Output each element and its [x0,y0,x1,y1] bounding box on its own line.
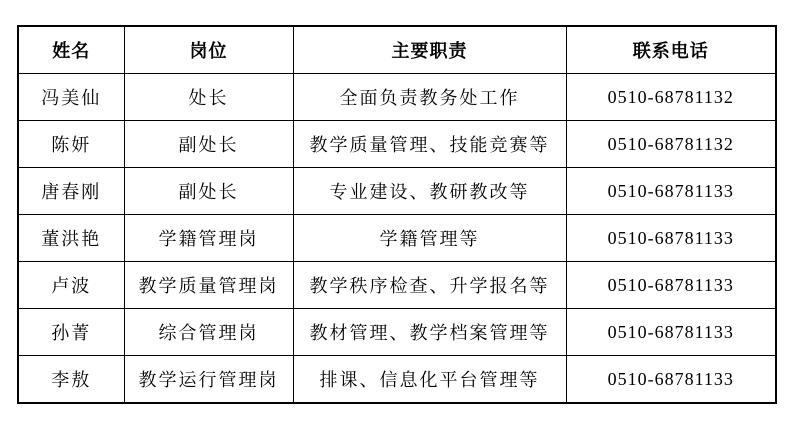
duties-cell: 教学秩序检查、升学报名等 [293,262,566,309]
duties-cell: 教学质量管理、技能竞赛等 [293,121,566,168]
position-cell: 学籍管理岗 [124,215,293,262]
name-cell: 孙菁 [18,309,124,356]
phone-cell: 0510-68781133 [566,215,776,262]
phone-cell: 0510-68781132 [566,74,776,121]
duties-cell: 排课、信息化平台管理等 [293,356,566,404]
position-cell: 教学质量管理岗 [124,262,293,309]
table-row [18,309,776,356]
name-cell: 李敖 [18,356,124,404]
name-cell: 陈妍 [18,121,124,168]
header-row [18,26,776,74]
column-header-position: 岗位 [124,26,293,74]
document-page [17,25,777,404]
phone-cell: 0510-68781133 [566,356,776,404]
table-row [18,168,776,215]
column-header-duties: 主要职责 [293,26,566,74]
position-cell: 副处长 [124,168,293,215]
name-cell: 唐春刚 [18,168,124,215]
table-row [18,262,776,309]
position-cell: 综合管理岗 [124,309,293,356]
position-cell: 副处长 [124,121,293,168]
staff-contact-table [17,25,777,404]
phone-cell: 0510-68781133 [566,309,776,356]
name-cell: 卢波 [18,262,124,309]
duties-cell: 专业建设、教研教改等 [293,168,566,215]
table-row [18,74,776,121]
position-cell: 处长 [124,74,293,121]
duties-cell: 学籍管理等 [293,215,566,262]
table-row [18,121,776,168]
table-row [18,356,776,404]
duties-cell: 教材管理、教学档案管理等 [293,309,566,356]
column-header-phone: 联系电话 [566,26,776,74]
phone-cell: 0510-68781133 [566,262,776,309]
phone-cell: 0510-68781132 [566,121,776,168]
name-cell: 冯美仙 [18,74,124,121]
column-header-name: 姓名 [18,26,124,74]
position-cell: 教学运行管理岗 [124,356,293,404]
table-row [18,215,776,262]
phone-cell: 0510-68781133 [566,168,776,215]
duties-cell: 全面负责教务处工作 [293,74,566,121]
name-cell: 董洪艳 [18,215,124,262]
